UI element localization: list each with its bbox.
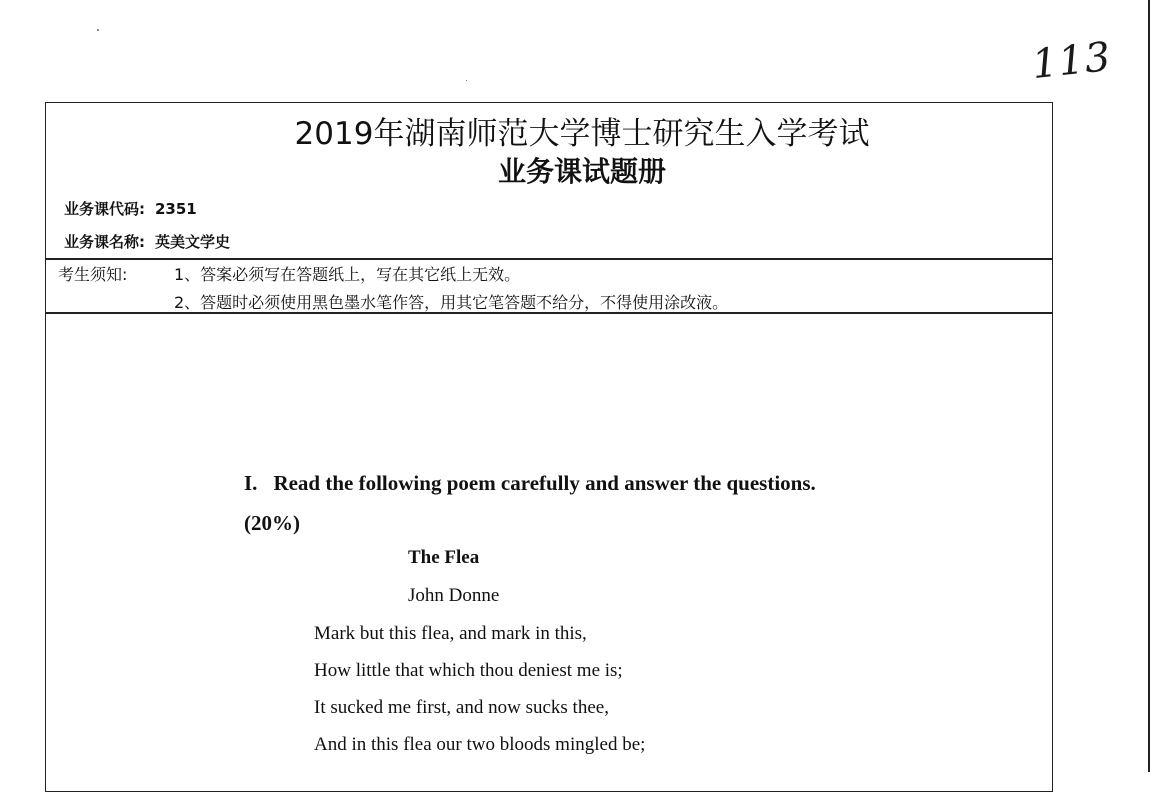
course-name-value: 英美文学史: [155, 233, 231, 251]
poem-author: John Donne: [408, 585, 500, 606]
poem-line: Mark but this flea, and mark in this,: [314, 623, 587, 644]
handwritten-page-number: 113: [1029, 33, 1114, 89]
exam-title: 2019年湖南师范大学博士研究生入学考试: [294, 116, 870, 152]
notice-top-rule: [45, 258, 1053, 260]
course-name-row: [64, 231, 230, 252]
scan-speck: [97, 29, 99, 31]
question-score: (20%): [244, 511, 300, 535]
notice-bottom-rule: [45, 312, 1053, 314]
notice-label: 考生须知:: [58, 265, 128, 284]
poem-line: It sucked me first, and now sucks thee,: [314, 697, 609, 718]
course-code-row: [64, 198, 197, 219]
scan-speck: [466, 80, 467, 81]
poem-line: How little that which thou deniest me is;: [314, 660, 623, 681]
course-code-value: 2351: [155, 200, 197, 218]
poem-title: The Flea: [408, 547, 480, 568]
course-code-label: 业务课代码:: [64, 200, 145, 218]
course-name-label: 业务课名称:: [64, 233, 145, 251]
question-number: I.: [244, 471, 258, 495]
question-heading: [244, 471, 816, 496]
exam-subtitle: 业务课试题册: [497, 155, 666, 188]
poem-line: And in this flea our two bloods mingled be;: [314, 734, 646, 755]
notice-item: 2、答题时必须使用黑色墨水笔作答，用其它笔答题不给分，不得使用涂改液。: [174, 293, 729, 312]
question-text: Read the following poem carefully and answer the questions.: [273, 471, 816, 495]
notice-item: 1、答案必须写在答题纸上，写在其它纸上无效。: [174, 265, 521, 284]
